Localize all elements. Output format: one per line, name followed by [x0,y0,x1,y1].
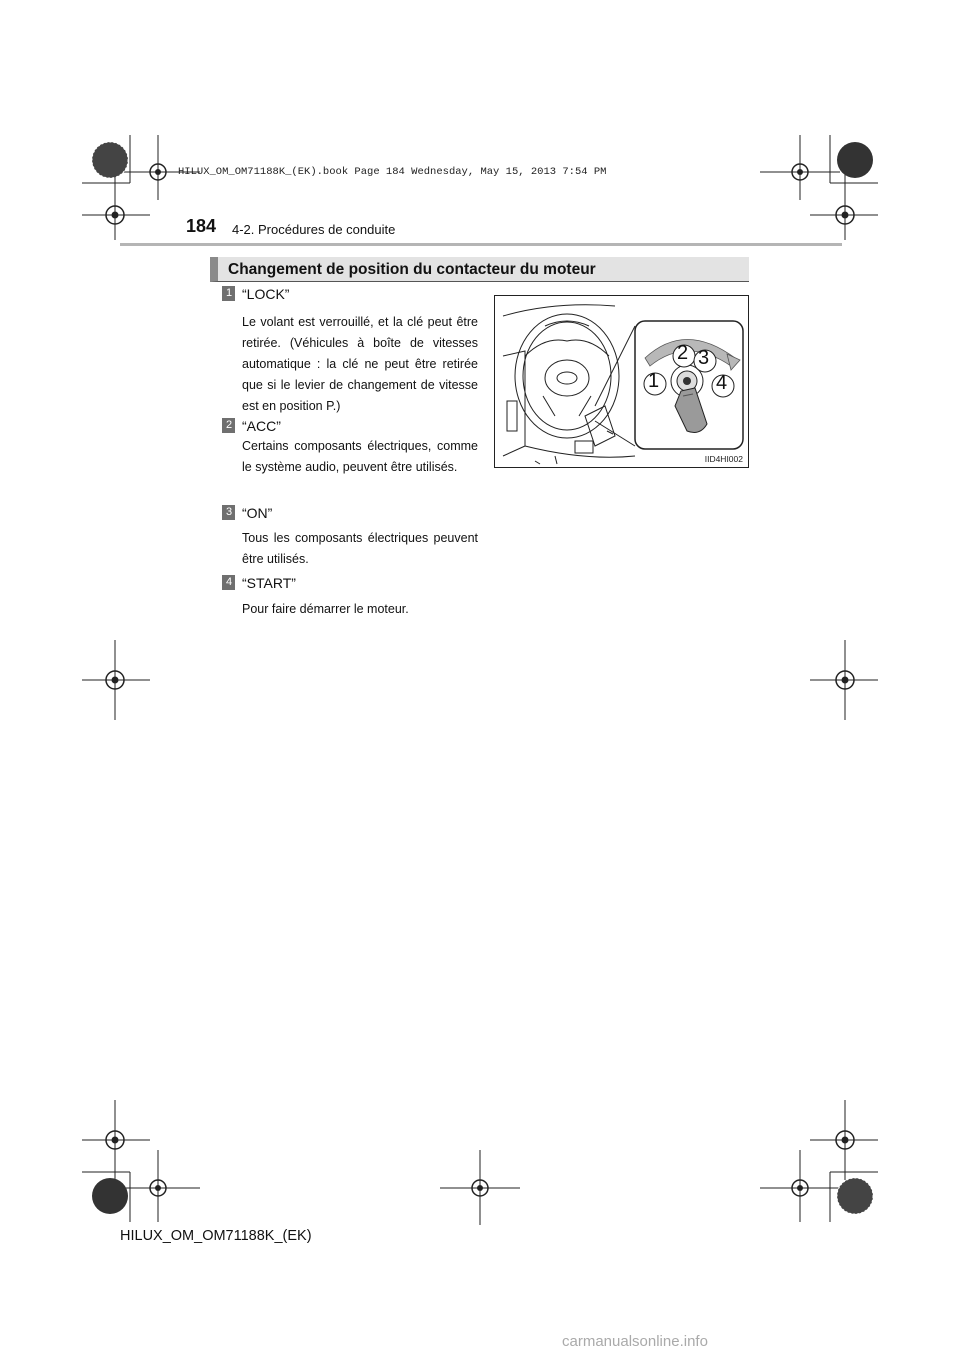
item-body-on: Tous les composants électriques peuvent être utilisés. [242,531,478,566]
figure-code: IID4HI002 [704,454,743,464]
printer-slug: HILUX_OM_OM71188K_(EK).book Page 184 Wednesday, May 15, 2013 7:54 PM [178,166,607,178]
item-body-lock: Le volant est verrouillé, et la clé peut être retirée. (Véhicules à boîte de vitesses automatique : la clé ne peut être retirée que si le levier de changement de vitesse est en position P.) [242,315,478,413]
section-heading [210,257,749,282]
callout-1: 1 [648,370,660,392]
item-number-2: 2 [222,418,235,433]
item-title-lock: “LOCK” [242,286,290,302]
page-number: 184 [186,216,217,236]
item-body-acc: Certains composants électriques, comme le système audio, peuvent être utilisés. [242,439,478,474]
chapter-title: 4-2. Procédures de conduite [232,222,396,237]
footer-document-id: HILUX_OM_OM71188K_(EK) [120,1228,312,1244]
item-title-on: “ON” [242,505,273,521]
item-body-start: Pour faire démarrer le moteur. [242,602,409,616]
callout-3: 3 [698,347,710,369]
ignition-switch-figure [494,295,749,468]
item-number-4: 4 [222,575,235,590]
item-title-start: “START” [242,575,296,591]
steering-wheel-illustration [495,296,747,466]
header-rule [120,243,842,246]
item-number-3: 3 [222,505,235,520]
section-title: Changement de position du contacteur du moteur [228,261,596,278]
callout-2: 2 [677,342,689,364]
item-number-1: 1 [222,286,235,301]
item-title-acc: “ACC” [242,418,281,434]
watermark: carmanualsonline.info [562,1333,708,1350]
callout-4: 4 [716,372,728,394]
